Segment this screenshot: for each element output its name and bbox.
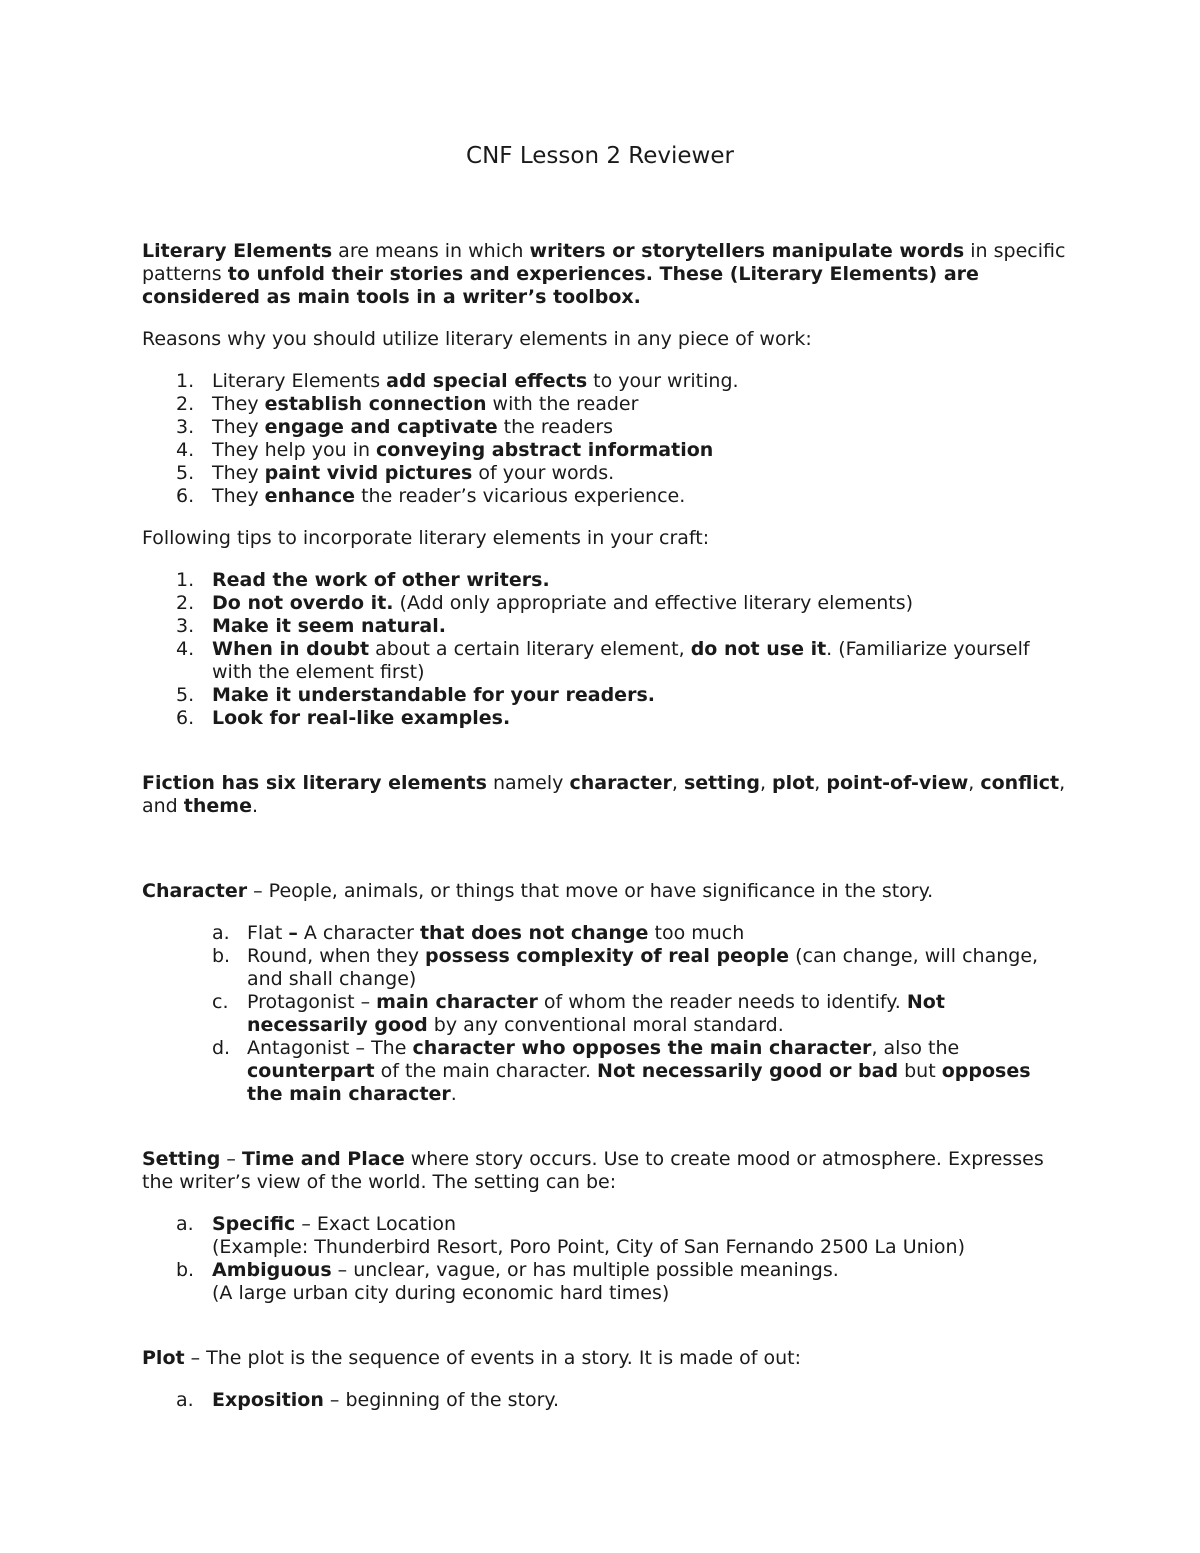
list-item: 1. Literary Elements add special effects to your writing. bbox=[176, 370, 739, 392]
list-item: 2. Do not overdo it. (Add only appropriate and effective literary elements) bbox=[176, 592, 914, 614]
list-item: 3. They engage and captivate the readers bbox=[176, 416, 614, 438]
list-item: 4. They help you in conveying abstract information bbox=[176, 439, 714, 461]
setting-list bbox=[142, 1213, 1072, 1305]
intro-text: are means in which bbox=[332, 240, 530, 262]
page-title: CNF Lesson 2 Reviewer bbox=[466, 143, 734, 169]
intro-text-2: in specific patterns bbox=[142, 240, 1066, 285]
list-item: b. Ambiguous – unclear, vague, or has multiple possible meanings. (A large urban city during economic hard times) bbox=[176, 1259, 839, 1304]
list-item: 5. Make it understandable for your readers. bbox=[176, 684, 655, 706]
plot-list bbox=[142, 1389, 1072, 1412]
character-definition: Character – People, animals, or things that move or have significance in the story. bbox=[142, 880, 934, 902]
list-item: 3. Make it seem natural. bbox=[176, 615, 446, 637]
tips-list bbox=[142, 569, 1072, 730]
list-item: a. Exposition – beginning of the story. bbox=[176, 1389, 559, 1411]
plot-term: Plot bbox=[142, 1347, 185, 1369]
intro-emphasis: writers or storytellers manipulate words bbox=[529, 240, 965, 262]
document-body bbox=[142, 240, 1072, 1412]
list-item: d. Antagonist – The character who opposes the main character, also the counterpart of the main character. Not necessarily good or bad but opposes the main character. bbox=[212, 1037, 1031, 1105]
list-item: 4. When in doubt about a certain literary element, do not use it. (Familiarize yourself with the element first) bbox=[176, 638, 1030, 683]
list-item: a. Flat – A character that does not change too much bbox=[212, 922, 745, 944]
list-item: 6. They enhance the reader’s vicarious experience. bbox=[176, 485, 686, 507]
fiction-paragraph: Fiction has six literary elements namely character, setting, plot, point-of-view, conflict, and theme. bbox=[142, 772, 1066, 817]
setting-term: Setting bbox=[142, 1148, 221, 1170]
list-item: a. Specific – Exact Location (Example: Thunderbird Resort, Poro Point, City of San Fernando 2500 La Union) bbox=[176, 1213, 966, 1258]
list-item: 2. They establish connection with the reader bbox=[176, 393, 639, 415]
list-item: b. Round, when they possess complexity of real people (can change, will change, and shall change) bbox=[212, 945, 1039, 990]
character-list bbox=[142, 922, 1072, 1106]
intro-paragraph bbox=[142, 240, 1072, 309]
reasons-list bbox=[142, 370, 1072, 508]
list-item: 5. They paint vivid pictures of your words. bbox=[176, 462, 615, 484]
character-term: Character bbox=[142, 880, 248, 902]
list-item: 1. Read the work of other writers. bbox=[176, 569, 550, 591]
setting-definition: Setting – Time and Place where story occurs. Use to create mood or atmosphere. Expresses the writer’s view of the world. The setting can be: bbox=[142, 1148, 1044, 1193]
list-item: c. Protagonist – main character of whom the reader needs to identify. Not necessarily good by any conventional moral standard. bbox=[212, 991, 945, 1036]
plot-definition: Plot – The plot is the sequence of events in a story. It is made of out: bbox=[142, 1347, 801, 1369]
list-item: 6. Look for real-like examples. bbox=[176, 707, 511, 729]
reasons-heading: Reasons why you should utilize literary elements in any piece of work: bbox=[142, 328, 812, 350]
tips-heading: Following tips to incorporate literary elements in your craft: bbox=[142, 527, 710, 549]
intro-emphasis-2: to unfold their stories and experiences. These (Literary Elements) are considered as main tools in a writer’s toolbox. bbox=[142, 263, 979, 308]
intro-term: Literary Elements bbox=[142, 240, 333, 262]
